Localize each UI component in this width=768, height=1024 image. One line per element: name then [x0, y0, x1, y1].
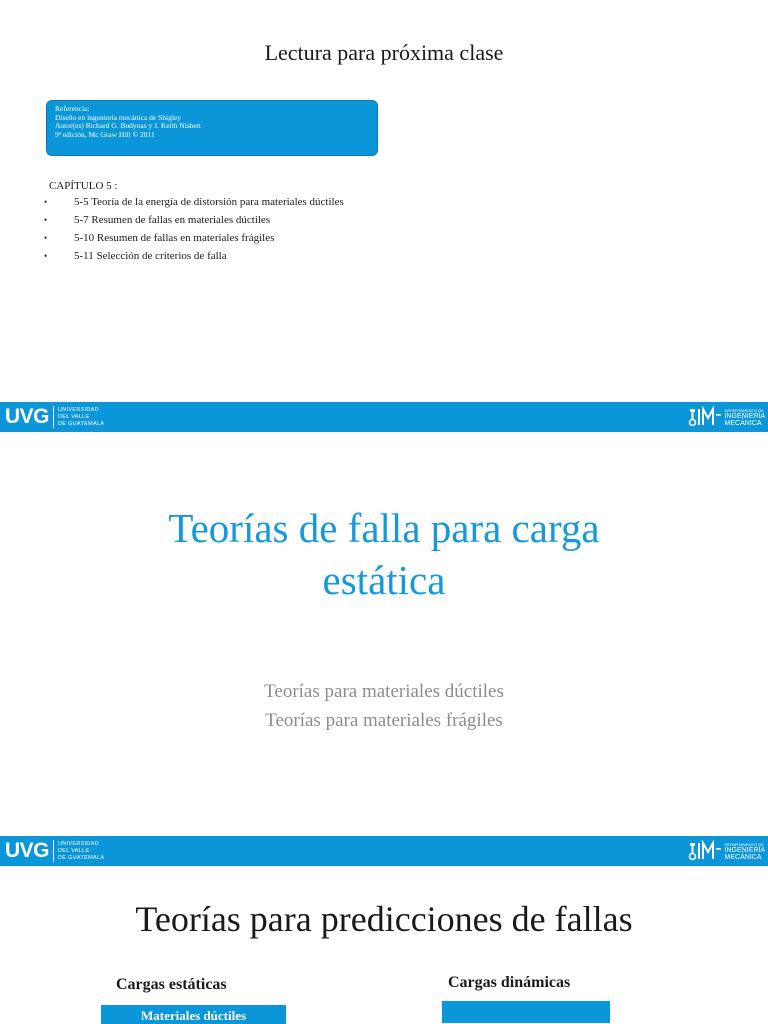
uvg-logo-text: [58, 407, 104, 428]
dept-name: [725, 408, 765, 427]
list-item: [44, 250, 344, 268]
reference-label: Referencia:: [55, 104, 90, 113]
section-title: [0, 502, 768, 606]
slide-title: Teorías para predicciones de fallas: [135, 899, 633, 939]
list-item-text: 5-5 Teoría de la energía de distorsión para materiales dúctiles: [74, 196, 344, 208]
uvg-line: DE GUATEMALA: [58, 420, 105, 427]
uvg-logo: [5, 839, 104, 863]
uvg-logo-mark: UVG: [5, 405, 50, 428]
list-item: [44, 214, 344, 232]
uvg-logo: [5, 405, 104, 429]
list-item-text: 5-11 Selección de criterios de falla: [74, 250, 227, 262]
dept-small-text: DEPARTAMENTO DE: [724, 841, 764, 847]
uvg-line: DEL VALLE: [58, 413, 90, 420]
section-title-line: Teorías de falla para carga: [168, 505, 600, 551]
uvg-line: DEL VALLE: [58, 847, 90, 854]
mechanical-engineering-icon: [688, 406, 722, 428]
static-loads-heading: Cargas estáticas: [116, 976, 227, 993]
uvg-line: DE GUATEMALA: [58, 854, 105, 861]
uvg-line: UNIVERSIDAD: [58, 406, 99, 413]
bullet-icon: •: [44, 215, 48, 225]
bullet-icon: •: [44, 251, 48, 261]
dept-line: MECÁNICA: [724, 853, 762, 861]
dept-name: [725, 842, 765, 861]
dept-line: INGENIERÍA: [724, 846, 765, 854]
chapter-items-list: [44, 196, 344, 268]
mechanical-engineering-logo: [688, 406, 765, 428]
reference-edition: 9ª edición, Mc Graw Hill © 2011: [55, 129, 155, 139]
list-item-text: 5-10 Resumen de fallas en materiales frágiles: [74, 232, 275, 244]
slide-failure-predictions: [0, 866, 768, 1024]
subtitle-ductile: Teorías para materiales dúctiles: [264, 681, 504, 702]
ductile-materials-box: Materiales dúctiles: [101, 1005, 286, 1024]
dept-small-text: DEPARTAMENTO DE: [724, 407, 764, 413]
uvg-logo-mark: UVG: [5, 839, 50, 862]
bullet-icon: •: [44, 233, 48, 243]
footer-bar: [0, 836, 768, 866]
reference-box: [46, 100, 378, 156]
slide-reading: [0, 0, 768, 432]
slide-title: Lectura para próxima clase: [264, 40, 504, 65]
footer-bar: [0, 402, 768, 432]
dept-line: INGENIERÍA: [724, 412, 765, 420]
mechanical-engineering-icon: [688, 840, 722, 862]
reference-authors: Autor(es) Richard G. Budynas y J. Keith Nisbett: [55, 121, 202, 131]
dept-line: MECÁNICA: [724, 419, 762, 427]
uvg-logo-text: [58, 841, 104, 862]
list-item: [44, 232, 344, 250]
mechanical-engineering-logo: [688, 840, 765, 862]
bullet-icon: •: [44, 197, 48, 207]
logo-divider: [53, 840, 54, 862]
subtitle-fragile: Teorías para materiales frágiles: [265, 710, 503, 731]
list-item: [44, 196, 344, 214]
dynamic-loads-box: [442, 1001, 610, 1023]
dynamic-loads-heading: Cargas dinámicas: [448, 974, 571, 991]
logo-divider: [53, 406, 54, 428]
section-title-line: estática: [322, 557, 446, 603]
reference-book: Diseño en ingeniería mecánica de Shigley: [55, 112, 181, 122]
list-item-text: 5-7 Resumen de fallas en materiales dúctiles: [74, 214, 271, 226]
uvg-line: UNIVERSIDAD: [58, 840, 99, 847]
chapter-heading: CAPÍTULO 5 :: [49, 180, 118, 192]
slide-section-title: [0, 432, 768, 866]
